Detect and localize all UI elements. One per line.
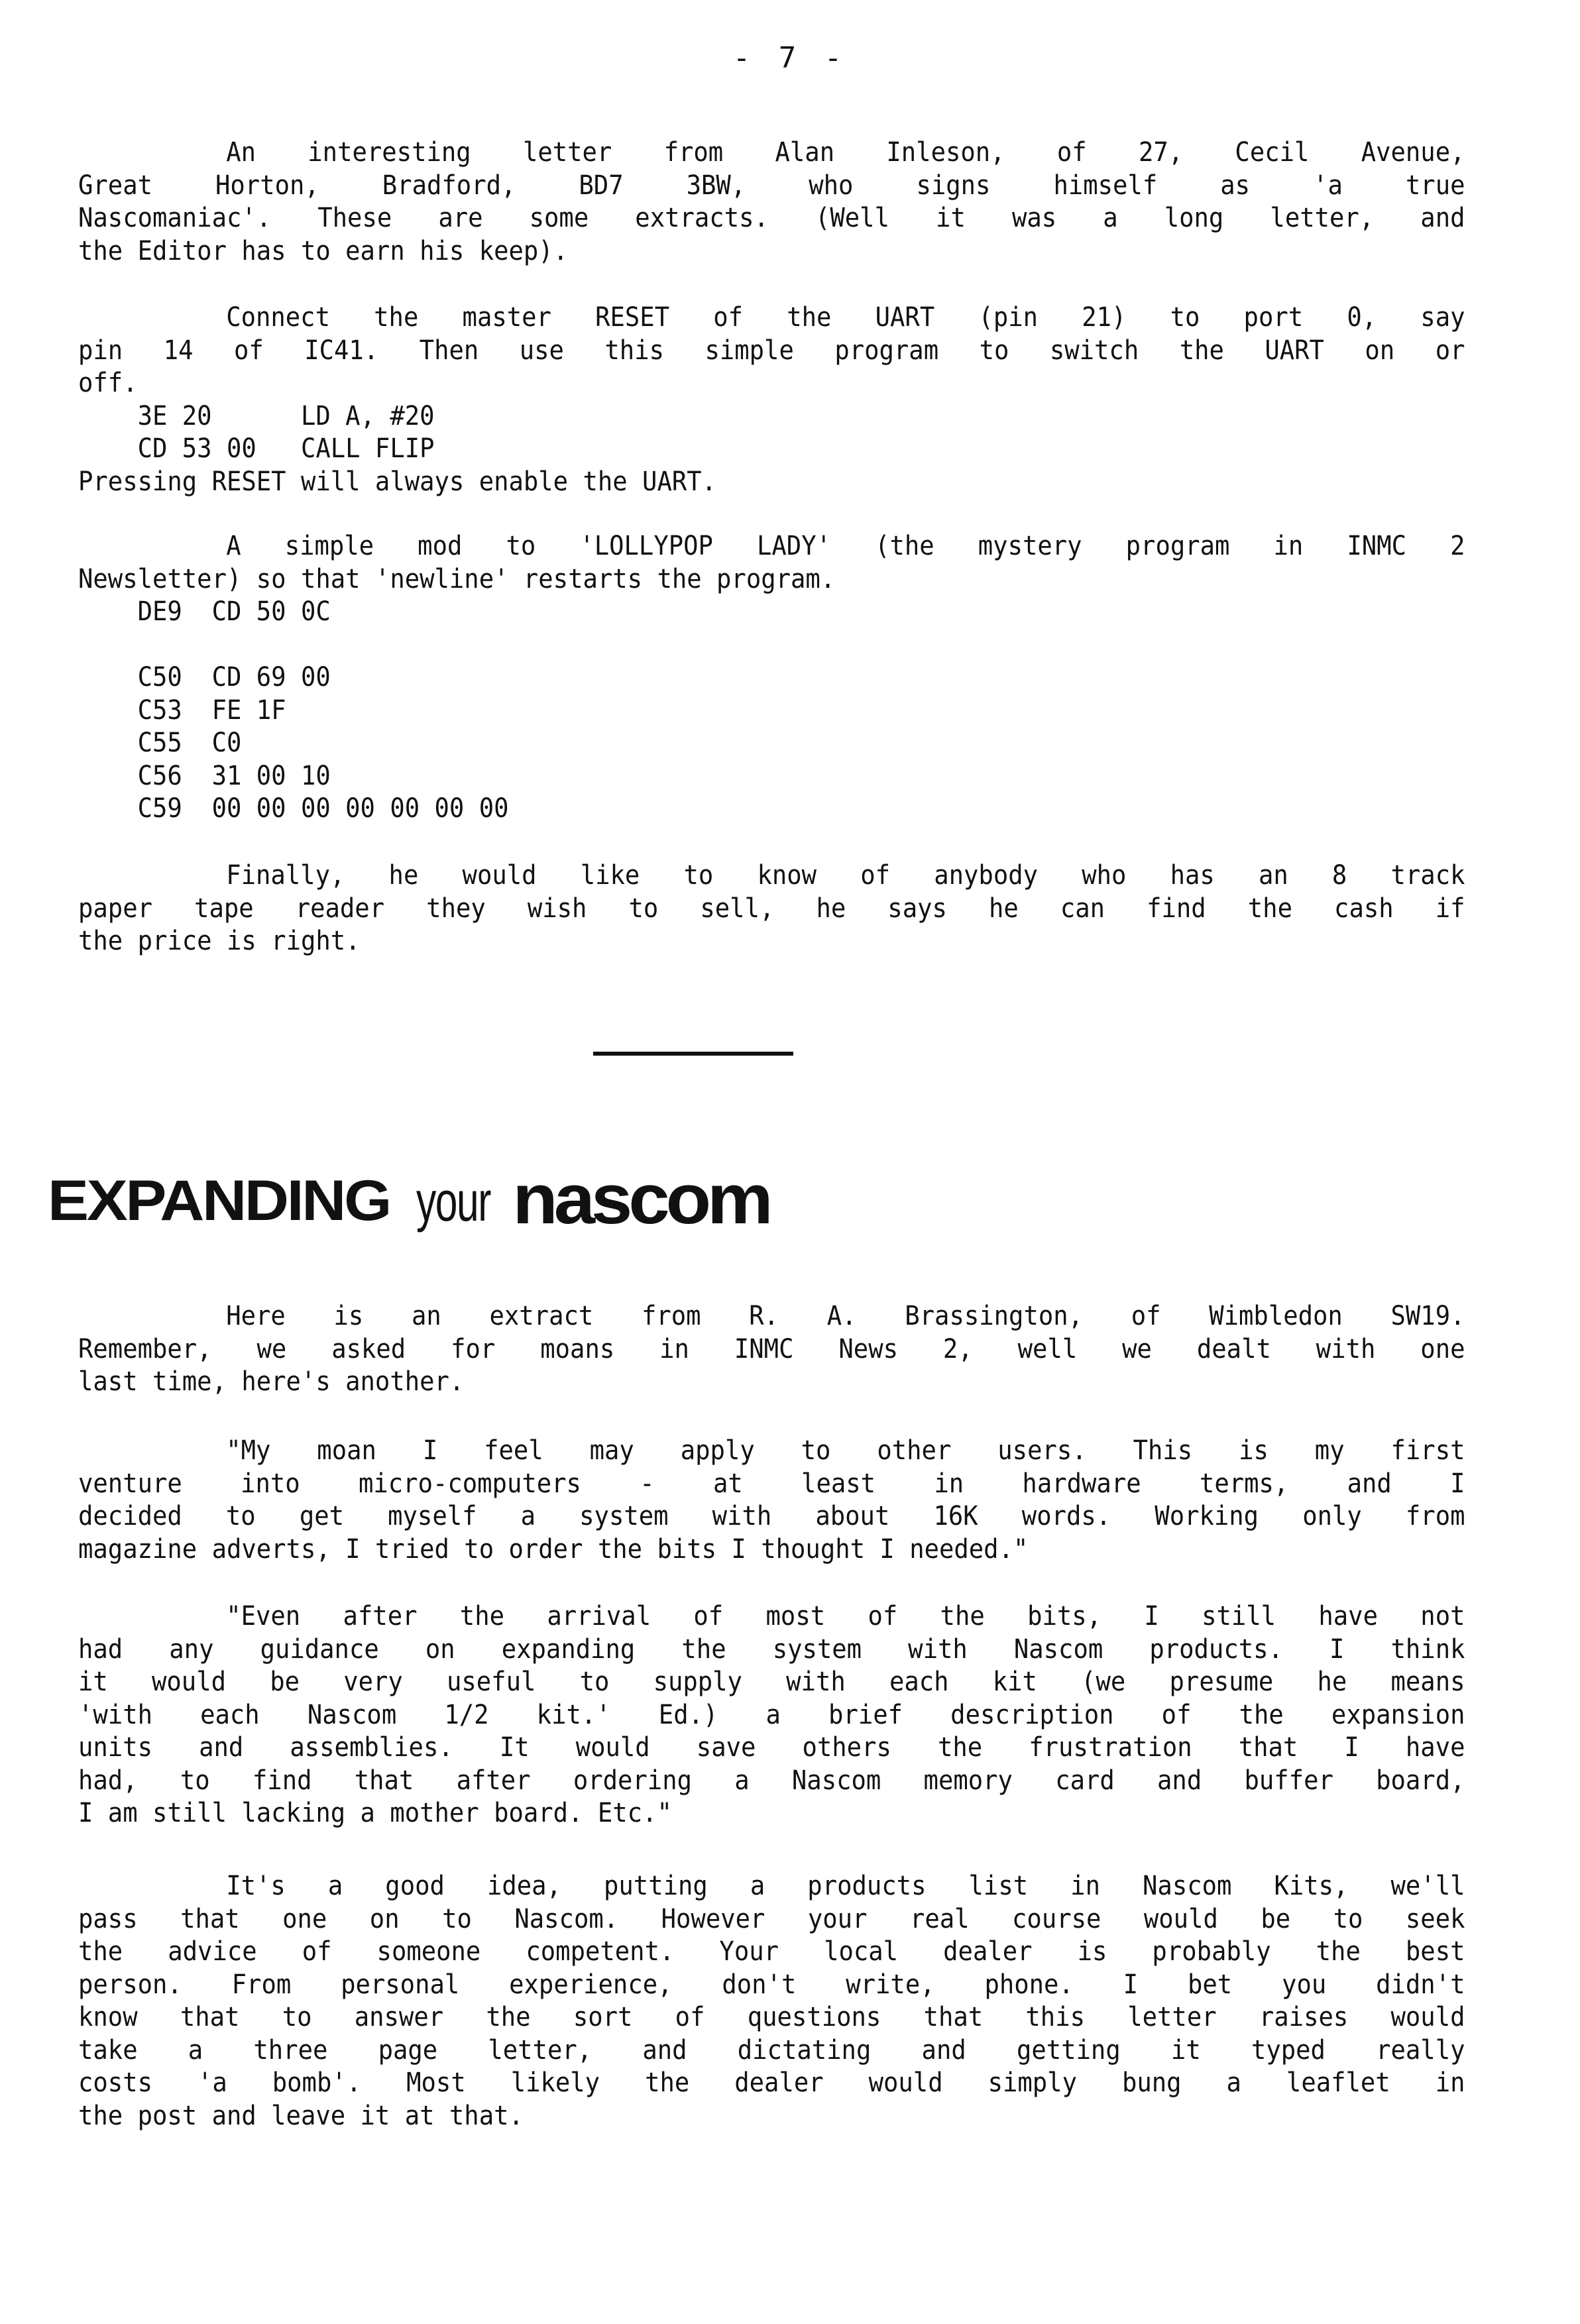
paragraph-tape-reader xyxy=(78,859,1465,958)
text-line: Finally, he would like to know of anybody who has an 8 track xyxy=(226,860,1465,891)
paragraph-editor-reply xyxy=(78,1870,1465,2132)
text-line: Remember, we asked for moans in INMC News 2, well we dealt with one xyxy=(78,1333,1465,1364)
nascom-logo: nascom xyxy=(512,1160,769,1239)
text-line: off. xyxy=(78,368,138,398)
code-line: 3E 20 LD A, #20 xyxy=(78,400,435,431)
text-line: had, to find that after ordering a Nascom memory card and buffer board, xyxy=(78,1765,1465,1796)
text-line: take a three page letter, and dictating and getting it typed really xyxy=(78,2034,1465,2066)
page-number: - 7 - xyxy=(732,41,848,75)
text-line: units and assemblies. It would save others the frustration that I have xyxy=(78,1732,1465,1763)
text-line: Newsletter) so that 'newline' restarts the program. xyxy=(78,563,836,594)
paragraph-guidance xyxy=(78,1600,1465,1830)
code-line: C53 FE 1F xyxy=(78,694,286,726)
code-line: C50 CD 69 00 xyxy=(78,662,331,692)
section-divider xyxy=(593,1052,793,1056)
text-line: pass that one on to Nascom. However your real course would be to seek xyxy=(78,1903,1465,1934)
text-line: Nascomaniac'. These are some extracts. (Well it was a long letter, and xyxy=(78,203,1465,233)
code-line: DE9 CD 50 0C xyxy=(78,596,331,627)
text-line: Connect the master RESET of the UART (pin 21) to port 0, say xyxy=(226,302,1465,333)
text-line: venture into micro-computers - at least in hardware terms, and I xyxy=(78,1468,1465,1499)
section-heading xyxy=(48,1156,769,1239)
text-line: the price is right. xyxy=(78,926,361,956)
text-line: the Editor has to earn his keep). xyxy=(78,235,569,266)
text-line: An interesting letter from Alan Inleson, of 27, Cecil Avenue, xyxy=(226,137,1465,168)
paragraph-lollypop-lady xyxy=(78,530,1465,826)
text-line: "My moan I feel may apply to other users. This is my first xyxy=(226,1435,1465,1466)
code-line: C59 00 00 00 00 00 00 00 xyxy=(78,793,509,824)
text-line: 'with each Nascom 1/2 kit.' Ed.) a brief description of the expansion xyxy=(78,1699,1465,1730)
text-line: pin 14 of IC41. Then use this simple program to switch the UART on or xyxy=(78,335,1465,366)
text-line: A simple mod to 'LOLLYPOP LADY' (the mystery program in INMC 2 xyxy=(226,531,1465,561)
text-line: decided to get myself a system with about 16K words. Working only from xyxy=(78,1501,1465,1531)
text-line: last time, here's another. xyxy=(78,1366,465,1397)
code-line: C55 C0 xyxy=(78,728,242,758)
paragraph-moan xyxy=(78,1435,1465,1566)
paragraph-inleson-intro xyxy=(78,137,1465,268)
text-line: had any guidance on expanding the system with Nascom products. I think xyxy=(78,1633,1465,1665)
code-line: C56 31 00 10 xyxy=(78,760,331,791)
text-line: person. From personal experience, don't write, phone. I bet you didn't xyxy=(78,1969,1465,2000)
text-line: Pressing RESET will always enable the UART. xyxy=(78,466,717,497)
paragraph-brassington-intro xyxy=(78,1300,1465,1399)
paragraph-uart-reset xyxy=(78,302,1465,498)
text-line: paper tape reader they wish to sell, he says he can find the cash if xyxy=(78,893,1465,924)
text-line: It's a good idea, putting a products list in Nascom Kits, we'll xyxy=(226,1871,1465,1901)
text-line: "Even after the arrival of most of the bits, I still have not xyxy=(226,1601,1465,1632)
heading-expanding: EXPANDING xyxy=(48,1169,390,1233)
text-line: magazine adverts, I tried to order the bits I thought I needed." xyxy=(78,1533,1029,1565)
text-line: the advice of someone competent. Your local dealer is probably the best xyxy=(78,1936,1465,1967)
code-line: CD 53 00 CALL FLIP xyxy=(78,433,435,464)
text-line: Here is an extract from R. A. Brassington, of Wimbledon SW19. xyxy=(226,1301,1465,1331)
text-line: it would be very useful to supply with each kit (we presume he means xyxy=(78,1667,1465,1697)
text-line: I am still lacking a mother board. Etc." xyxy=(78,1798,672,1828)
text-line: the post and leave it at that. xyxy=(78,2100,524,2131)
text-line: Great Horton, Bradford, BD7 3BW, who signs himself as 'a true xyxy=(78,170,1465,201)
heading-your: your xyxy=(416,1170,490,1233)
text-line: costs 'a bomb'. Most likely the dealer would simply bung a leaflet in xyxy=(78,2068,1465,2098)
code-line xyxy=(78,629,1368,662)
text-line: know that to answer the sort of questions that this letter raises would xyxy=(78,2002,1465,2032)
